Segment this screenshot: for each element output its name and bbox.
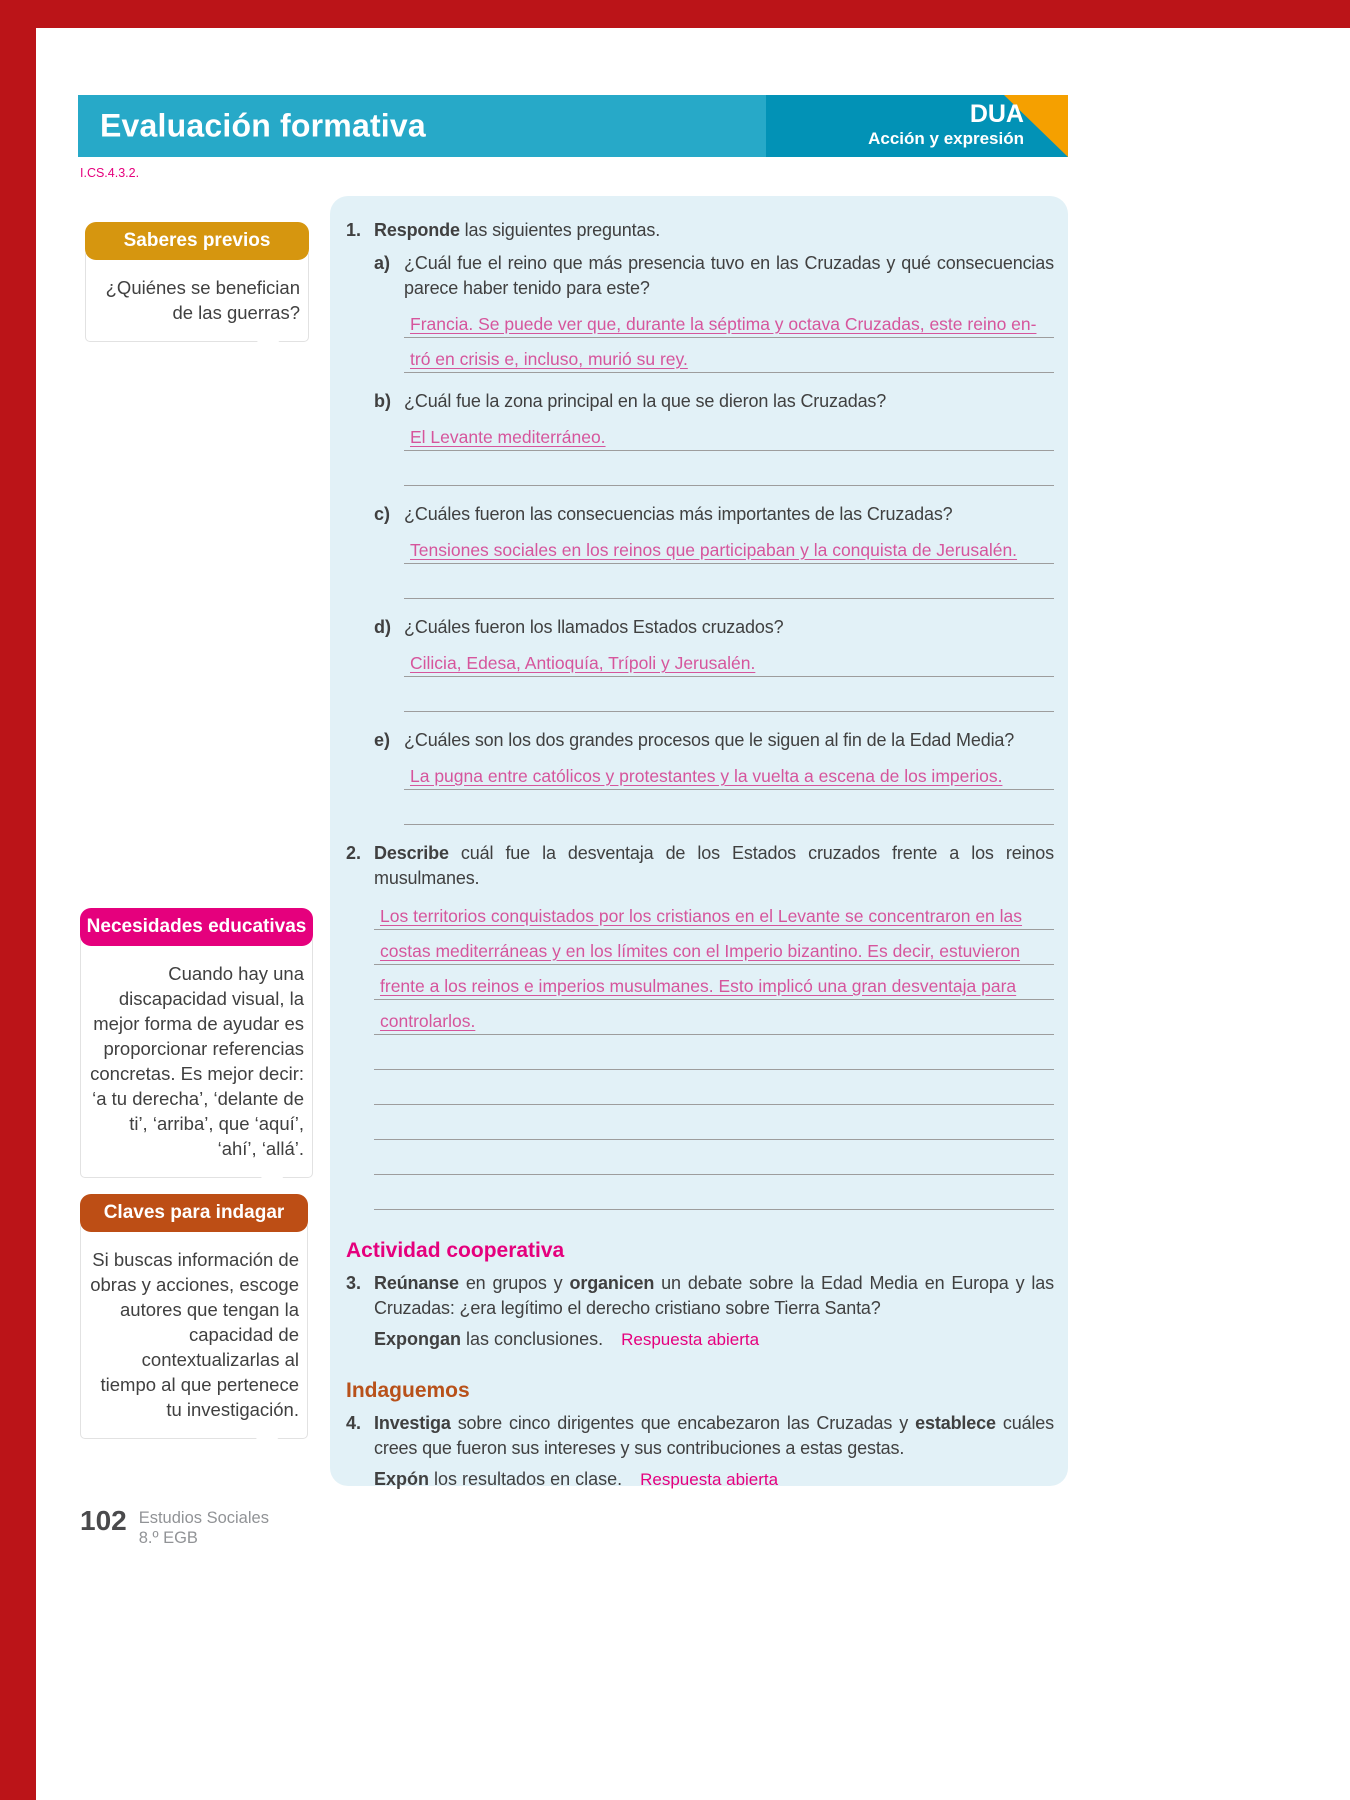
dua-badge	[766, 95, 1068, 157]
answer-blank-line	[404, 677, 1054, 712]
question-item-c	[374, 502, 1054, 599]
necesidades-educativas-bubble	[80, 936, 313, 1178]
answer-line: controlarlos.	[374, 1000, 1054, 1035]
item-letter: c)	[374, 504, 391, 524]
dua-badge-text	[868, 100, 1024, 150]
footer-subject-grade	[139, 1506, 269, 1548]
item-question: ¿Cuál fue la zona principal en la que se dieron las Cruzadas?	[404, 391, 887, 411]
question-lead: Responde las siguientes preguntas.	[374, 220, 661, 240]
action-line: Expongan las conclusiones. Respuesta abierta	[374, 1329, 760, 1349]
sidebar-claves-para-indagar	[80, 1194, 308, 1439]
question-2	[346, 841, 1054, 1230]
saberes-previos-text: ¿Quiénes se benefician de las guerras?	[105, 277, 300, 323]
item-question: ¿Cuáles son los dos grandes procesos que le siguen al fin de la Edad Media?	[404, 730, 1015, 750]
answer-area	[374, 895, 1054, 1210]
page-title: Evaluación formativa	[100, 107, 426, 144]
page-frame-left	[0, 0, 36, 1800]
page-footer	[80, 1506, 269, 1548]
question-number: 2.	[346, 843, 362, 863]
question-number: 3.	[346, 1273, 362, 1293]
question-number: 1.	[346, 220, 362, 240]
item-letter: b)	[374, 391, 391, 411]
action-line: Expón los resultados en clase. Respuesta abierta	[374, 1469, 779, 1489]
page-frame-top	[0, 0, 1350, 28]
answer-line: La pugna entre católicos y protestantes y la vuelta a escena de los imperios.	[404, 755, 1054, 790]
saberes-previos-title: Saberes previos	[85, 222, 309, 260]
answer-blank-line	[404, 451, 1054, 486]
coop-activity-heading: Actividad cooperativa	[346, 1239, 565, 1262]
question-lead: Investiga sobre cinco dirigentes que encabezaron las Cruzadas y establece cuáles crees que fueron sus intereses y sus contribuciones a estas gestas.	[374, 1413, 1055, 1458]
question-item-d	[374, 615, 1054, 712]
indaguemos-heading: Indaguemos	[346, 1379, 470, 1402]
answer-blank-line	[404, 564, 1054, 599]
standard-code: I.CS.4.3.2.	[80, 166, 140, 180]
answer-blank-line	[374, 1105, 1054, 1140]
sidebar-saberes-previos	[85, 222, 309, 342]
question-3	[346, 1271, 1054, 1370]
answer-line: frente a los reinos e imperios musulmanes. Esto implicó una gran desventaja para	[374, 965, 1054, 1000]
answer-blank-line	[374, 1175, 1054, 1210]
dua-subtitle: Acción y expresión	[868, 129, 1024, 148]
bubble-tail	[255, 1437, 279, 1451]
exercise-panel	[330, 196, 1068, 1489]
sidebar-necesidades-educativas	[80, 908, 313, 1178]
claves-para-indagar-bubble	[80, 1222, 308, 1439]
answer-line: costas mediterráneas y en los límites con el Imperio bizantino. Es decir, estuvieron	[374, 930, 1054, 965]
necesidades-educativas-text: Cuando hay una discapacidad visual, la mejor forma de ayudar es proporcionar referencias concretas. Es mejor decir: ‘a tu derecha’, ‘delante de ti’, ‘arriba’, que ‘aquí’, ‘ahí’, ‘allá’.	[90, 963, 304, 1159]
answer-blank-line	[374, 1140, 1054, 1175]
question-lead: Describe cuál fue la desventaja de los Estados cruzados frente a los reinos musulmanes.	[374, 843, 1054, 888]
question-lead: Reúnanse en grupos y organicen un debate sobre la Edad Media en Europa y las Cruzadas: ¿era legítimo el derecho cristiano sobre Tierra Santa?	[374, 1273, 1054, 1318]
answer-blank-line	[374, 1070, 1054, 1105]
saberes-previos-bubble	[85, 250, 309, 342]
footer-grade: 8.º EGB	[138, 1529, 198, 1547]
answer-blank-line	[374, 1035, 1054, 1070]
item-question: ¿Cuál fue el reino que más presencia tuvo en las Cruzadas y qué consecuencias parece haber tenido para este?	[404, 253, 1054, 298]
claves-para-indagar-text: Si buscas información de obras y acciones, escoge autores que tengan la capacidad de contextualizarlas al tiempo al que pertenece tu investigación.	[90, 1249, 299, 1420]
necesidades-educativas-title: Necesidades educativas	[80, 908, 313, 946]
answer-blank-line	[404, 790, 1054, 825]
question-item-b	[374, 389, 1054, 486]
answer-line: El Levante mediterráneo.	[404, 416, 1054, 451]
question-1	[346, 218, 1054, 243]
answer-line: Cilicia, Edesa, Antioquía, Trípoli y Jerusalén.	[404, 642, 1054, 677]
question-4	[346, 1411, 1054, 1510]
item-letter: d)	[374, 617, 391, 637]
footer-subject: Estudios Sociales	[138, 1509, 269, 1527]
page-number: 102	[80, 1505, 127, 1536]
bubble-tail	[256, 340, 280, 354]
item-letter: a)	[374, 253, 391, 273]
answer-line: Tensiones sociales en los reinos que participaban y la conquista de Jerusalén.	[404, 529, 1054, 564]
item-question: ¿Cuáles fueron los llamados Estados cruzados?	[404, 617, 784, 637]
question-item-a	[374, 251, 1054, 373]
question-item-e	[374, 728, 1054, 825]
answer-line: tró en crisis e, incluso, murió su rey.	[404, 338, 1054, 373]
item-letter: e)	[374, 730, 391, 750]
bubble-tail	[260, 1176, 284, 1190]
open-answer-label: Respuesta abierta	[621, 1330, 760, 1349]
answer-line: Los territorios conquistados por los cristianos en el Levante se concentraron en las	[374, 895, 1054, 930]
item-question: ¿Cuáles fueron las consecuencias más importantes de las Cruzadas?	[404, 504, 953, 524]
open-answer-label: Respuesta abierta	[640, 1470, 779, 1489]
claves-para-indagar-title: Claves para indagar	[80, 1194, 308, 1232]
dua-title: DUA	[969, 100, 1024, 128]
header-banner	[78, 95, 1068, 157]
answer-line: Francia. Se puede ver que, durante la séptima y octava Cruzadas, este reino en-	[404, 303, 1054, 338]
question-number: 4.	[346, 1413, 362, 1433]
